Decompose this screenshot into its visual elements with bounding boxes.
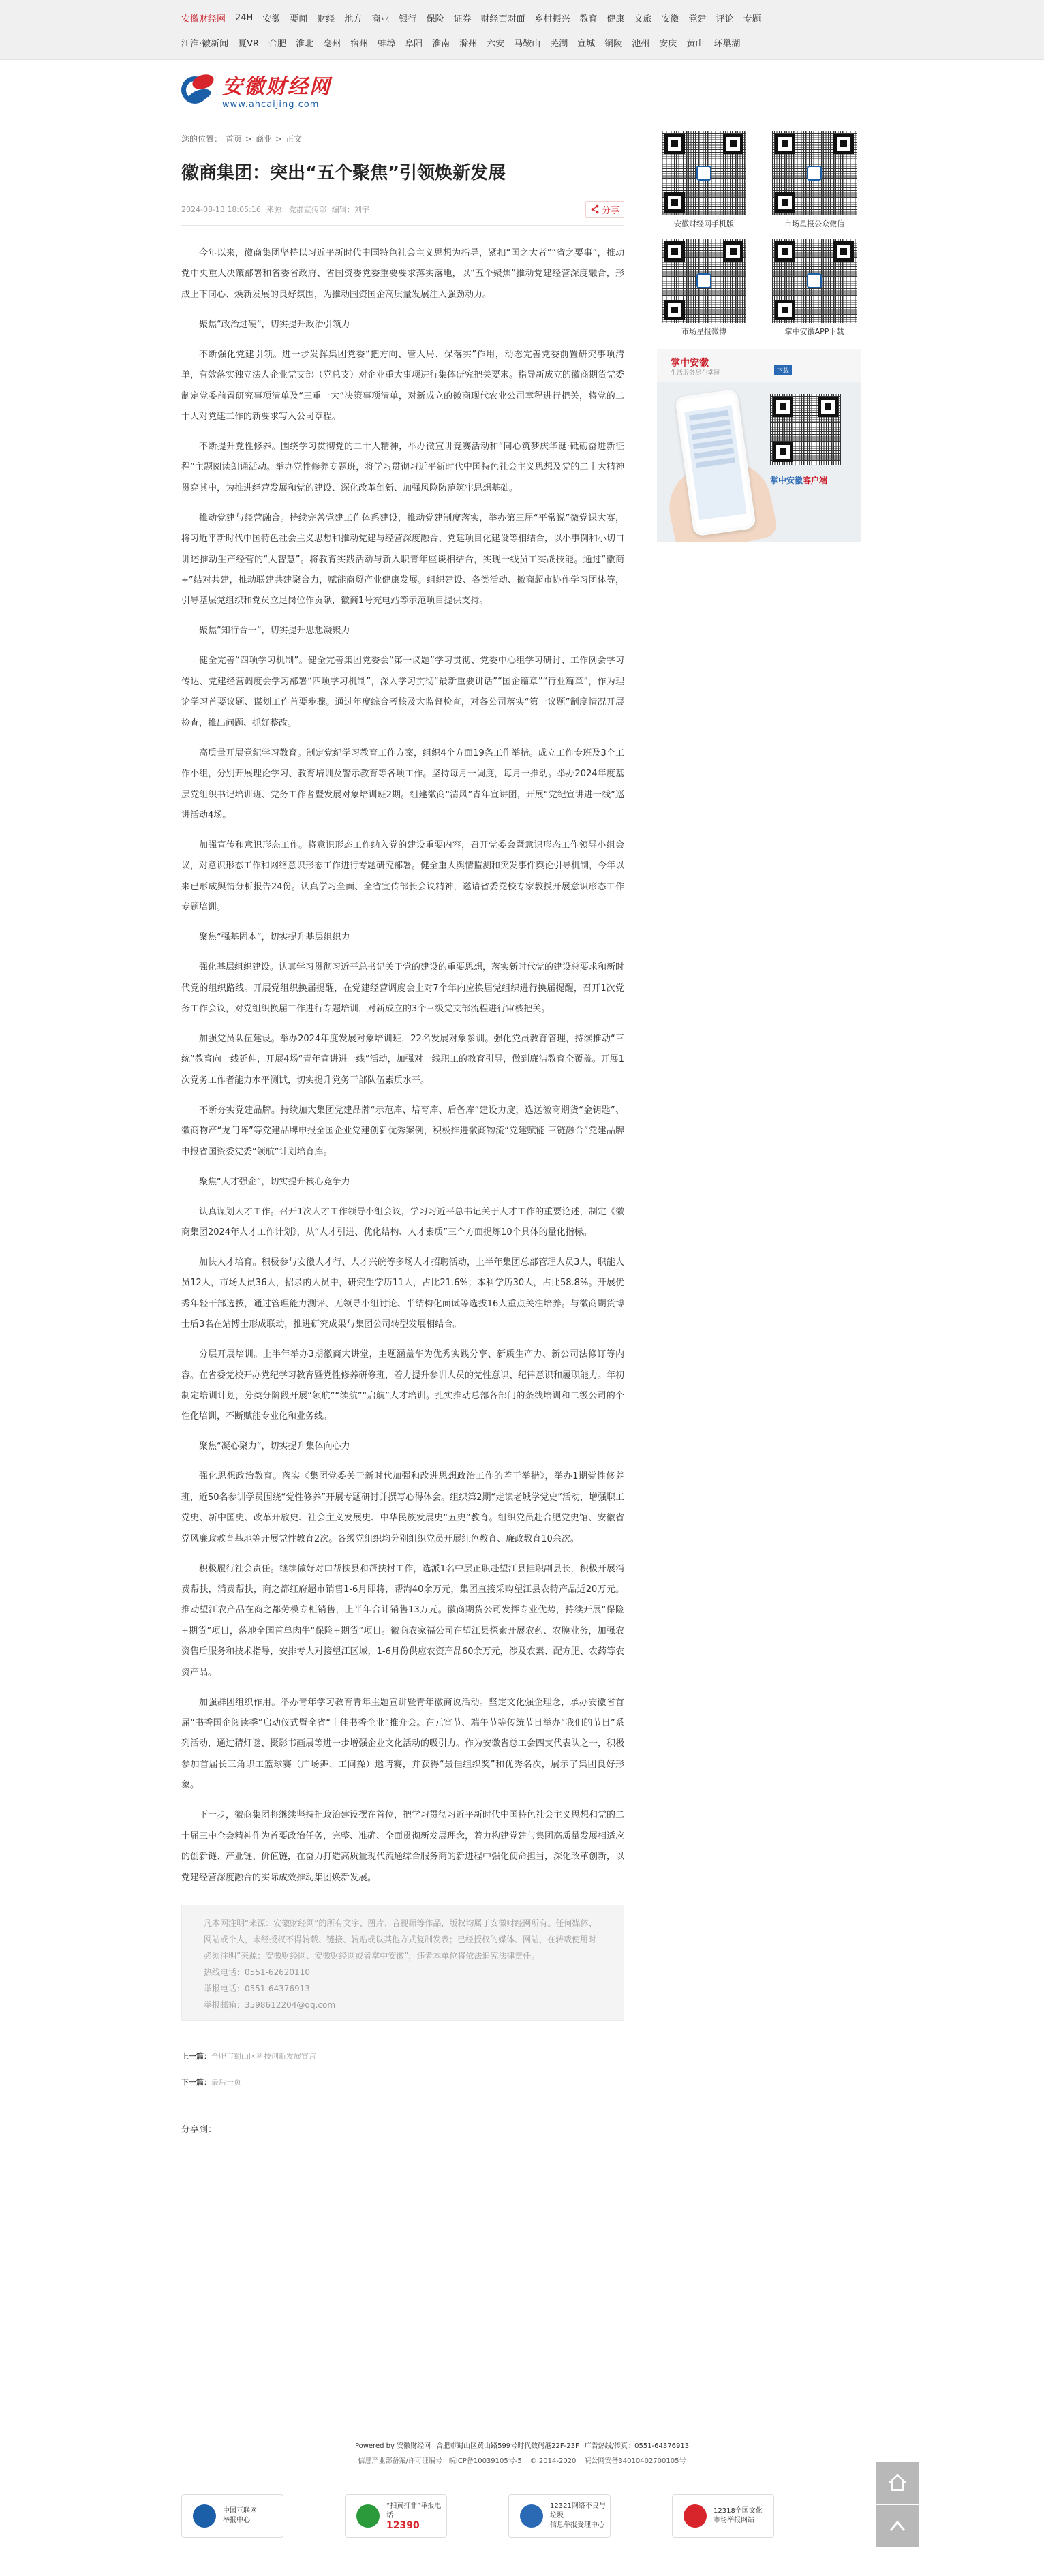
logo-text: 安徽财经网 bbox=[222, 75, 331, 99]
badge-icon bbox=[193, 2504, 216, 2528]
nav-item[interactable]: 地方 bbox=[344, 14, 363, 25]
nav-region-item[interactable]: 阜阳 bbox=[405, 38, 423, 49]
arrow-up-icon bbox=[887, 2515, 908, 2537]
qr-code-grid bbox=[657, 131, 861, 337]
badge-title: 12321网络不良与垃圾 bbox=[550, 2502, 606, 2519]
breadcrumb-sep: > bbox=[245, 134, 253, 144]
nav-row-primary bbox=[181, 5, 863, 30]
badge-sub: 信息举报受理中心 bbox=[550, 2521, 604, 2529]
nav-item[interactable]: 财经 bbox=[317, 14, 335, 25]
badge-number: 12390 bbox=[386, 2520, 420, 2531]
badge-icon bbox=[684, 2504, 707, 2528]
badge-icon bbox=[520, 2504, 543, 2528]
footer-text: 合肥市蜀山区黄山路599号时代数码港22F-23F bbox=[436, 2442, 579, 2450]
nav-region-item[interactable]: 亳州 bbox=[323, 38, 341, 49]
qr-code-image bbox=[662, 239, 746, 323]
nav-item[interactable]: 24H bbox=[235, 12, 254, 23]
footer-line-1 bbox=[0, 2438, 1044, 2455]
qr-code-card bbox=[657, 131, 751, 229]
nav-item[interactable]: 评论 bbox=[716, 14, 734, 25]
nav-row-regions bbox=[181, 30, 863, 55]
article-paragraph: 聚焦“强基固本”，切实提升基层组织力 bbox=[199, 932, 350, 943]
article-paragraph: 聚焦“人才强企”，切实提升核心竞争力 bbox=[199, 1176, 350, 1187]
report-badge[interactable] bbox=[672, 2494, 774, 2538]
nav-region-item[interactable]: 滁州 bbox=[459, 38, 478, 49]
qr-code-card bbox=[657, 239, 751, 337]
qr-code-card bbox=[767, 131, 861, 229]
nav-region-item[interactable]: 宿州 bbox=[350, 38, 369, 49]
footer-text: 皖公网安备34010402700105号 bbox=[584, 2457, 686, 2465]
badge-title: “扫黄打非”举报电话 bbox=[386, 2502, 442, 2519]
nav-region-item[interactable]: 安庆 bbox=[659, 38, 677, 49]
badge-sub: 市场举报网站 bbox=[713, 2517, 754, 2524]
app-qr-code bbox=[770, 394, 841, 465]
footer-line-2 bbox=[0, 2455, 1044, 2468]
nav-region-item[interactable]: 芜湖 bbox=[550, 38, 568, 49]
share-to-label: 分享到： bbox=[181, 2124, 217, 2135]
nav-item[interactable]: 教育 bbox=[579, 14, 598, 25]
article-paragraph: 积极履行社会责任。继续做好对口帮扶县和帮扶村工作，选派1名中层正职赴望江县挂职副县长，积极开展消费帮扶，消费帮扶，商之都红府超市销售1-6月即将，帮淘40余万元，集团直接采购望江县农特产品近20万元。推动望江农产品在商之都劳模专柜销售，上半年合计销售13万元。徽商期货公司发挥专业优势，持续开展“保险+期货”项目，落地全国首单肉牛“保险+期货”项目。徽商农家福公司在望江县探索开展农药、农膜业务，加强农资售后服务和技术指导，安排专人对接望江区域，1-6月份供应农资产品60余万元，涉及农素、配方肥、农药等农资产品。 bbox=[181, 1563, 624, 1678]
footer-text: Powered by 安徽财经网 bbox=[354, 2442, 431, 2450]
qr-code-image bbox=[772, 131, 857, 215]
report-badge[interactable] bbox=[345, 2494, 447, 2538]
nav-region-item[interactable]: 宣城 bbox=[577, 38, 596, 49]
qr-caption: 市场星报公众微信 bbox=[784, 219, 844, 228]
site-header bbox=[0, 60, 1044, 125]
app-download-banner[interactable] bbox=[657, 349, 861, 542]
copyright-disclaimer bbox=[181, 1905, 624, 2021]
article-paragraph: 加快人才培育。积极参与安徽人才行、人才兴皖等多场人才招聘活动，上半年集团总部管理人员3人，职能人员12人，市场人员36人，招录的人员中，研究生学历11人，占比21.6%；本科学历30人，占比58.8%。开展优秀年轻干部选拔，通过管理能力测评、无领导小组讨论、半结构化面试等选拔16人重点关注培养。与徽商期货博士后3名在站博士形成联动，推进研究成果与集团公司转型发展相结合。 bbox=[181, 1257, 624, 1330]
footer-text: © 2014-2020 bbox=[529, 2457, 577, 2465]
nav-item[interactable]: 银行 bbox=[399, 14, 417, 25]
app-download-tag: 下载 bbox=[774, 365, 792, 375]
article-paragraph: 加强党员队伍建设。举办2024年度发展对象培训班，22名发展对象参训。强化党员教育管理，持续推动“三统”教育向一线延伸，开展4场“青年宣讲进一线”活动，加强对一线职工的教育引导，做到廉洁教育全覆盖。开展1次党务工作者能力水平测试，切实提升党务干部队伍素质水平。 bbox=[181, 1033, 624, 1086]
nav-item[interactable]: 证券 bbox=[453, 14, 472, 25]
article-paragraph: 今年以来，徽商集团坚持以习近平新时代中国特色社会主义思想为指导，紧扣“国之大者”“省之要事”，推动党中央重大决策部署和省委省政府、省国资委党委重要要求落实落地，以“五个聚焦”推动党建经营深度融合，形成上下同心、焕新发展的良好氛围，为推动国资国企高质量发展注入强劲动力。 bbox=[181, 248, 624, 300]
article-body bbox=[181, 243, 624, 1888]
footer-text: 广告热线/传真：0551-64376913 bbox=[584, 2442, 690, 2450]
article-paragraph: 强化基层组织建设。认真学习贯彻习近平总书记关于党的建设的重要思想，落实新时代党的建设总要求和新时代党的组织路线。开展党组织换届提醒，在党建经营调度会上对7个年内应换届党组织进行换届提醒，召开1次党务工作会议，对党组织换届工作进行专题培训，对新成立的3个三级党支部流程进行审核把关。 bbox=[181, 962, 625, 1014]
site-logo[interactable] bbox=[180, 70, 331, 110]
article-paragraph: 下一步，徽商集团将继续坚持把政治建设摆在首位，把学习贯彻习近平新时代中国特色社会主义思想和党的二十届三中全会精神作为首要政治任务，完整、准确、全面贯彻新发展理念，着力构建党建与集团高质量发展相适应的创新链、产业链、价值链，在奋力打造高质量现代流通综合服务商的新进程中强化使命担当，深化改革创新，以党建经营深度融合的实际成效推动集团焕新发展。 bbox=[181, 1810, 625, 1883]
article-paragraph: 推动党建与经营融合。持续完善党建工作体系建设，推动党建制度落实，举办第三届“平常说”微党课大赛，将习近平新时代中国特色社会主义思想和推动党建与经营深度融合、党建项目化建设等相结合，以小事例和小切口讲述推动生产经营的“大智慧”。将教育实践活动与新入职青年座谈相结合，实现一线员工实战技能。通过“徽商+”结对共建，推动联建共建聚合力，赋能商贸产业健康发展。组织建设、各类活动、徽商超市协作学习团体等，引导基层党组织和党员立足岗位作贡献，徽商1号充电站等示范项目提供支持。 bbox=[181, 512, 625, 607]
nav-region-item[interactable]: 淮北 bbox=[296, 38, 314, 49]
nav-region-item[interactable]: 合肥 bbox=[268, 38, 287, 49]
article-paragraph: 加强群团组织作用。举办青年学习教育青年主题宣讲暨青年徽商说活动。坚定文化强企理念，承办安徽省首届“书香国企阅读季”启动仪式暨全省“十佳书香企业”推介会。在元宵节、端午节等传统节日举办“我们的节日”系列活动，通过猜灯谜、摄影书画展等进一步增强企业文化活动的吸引力。作为安徽省总工会四支代表队之一，积极参加首届长三角职工篮球赛（广场舞、工间操）邀请赛，并获得“最佳组织奖”和优秀名次，展示了集团良好形象。 bbox=[181, 1697, 625, 1791]
nav-region-item[interactable]: 马鞍山 bbox=[514, 38, 541, 49]
article-source: 来源：党群宣传部 bbox=[266, 205, 326, 214]
contact-phone: 热线电话：0551-62620110 bbox=[204, 1967, 310, 1977]
disclaimer-text: 凡本网注明“来源：安徽财经网”的所有文字、图片、音视频等作品，版权均属于安徽财经网所有。任何媒体、网站或个人，未经授权不得转载、链接、转贴或以其他方式复制发表；已经授权的媒体、网站，在转载使用时必须注明“来源：安徽财经网、安徽财经网或者掌中安徽”，违者本单位将依法追究法律责任。 bbox=[204, 1918, 597, 1961]
article-paragraph: 不断夯实党建品牌。持续加大集团党建品牌“示范库、培育库、后备库”建设力度，选送徽商期货“金钥匙”、徽商物产“龙门阵”等党建品牌申报全国企业党建创新优秀案例，积极推进徽商物流“党建赋能 三链融合”党建品牌申报省国资委党委“领航”计划培育库。 bbox=[181, 1105, 624, 1157]
nav-item[interactable]: 安徽 bbox=[661, 14, 679, 25]
article-paragraph: 认真谋划人才工作。召开1次人才工作领导小组会议，学习习近平总书记关于人才工作的重要论述，制定《徽商集团2024年人才工作计划》，从“人才引进、优化结构、人才素质”三个方面提炼10个具体的量化指标。 bbox=[181, 1206, 624, 1238]
article-editor: 编辑：刘宇 bbox=[331, 205, 369, 214]
sidebar bbox=[657, 131, 861, 542]
footer-badges bbox=[181, 2494, 774, 2538]
breadcrumb-prefix: 您的位置： bbox=[181, 134, 223, 144]
qr-caption: 掌中安徽APP下载 bbox=[784, 327, 844, 336]
top-nav-bar bbox=[0, 0, 1044, 60]
nav-region-item[interactable]: 江淮·徽新闻 bbox=[181, 38, 229, 49]
share-icon bbox=[590, 204, 600, 214]
nav-region-item[interactable]: 环巢湖 bbox=[713, 38, 741, 49]
article-title: 徽商集团：突出“五个聚焦”引领焕新发展 bbox=[181, 163, 506, 183]
next-article-link[interactable]: 最后一页 bbox=[211, 2077, 241, 2087]
badge-sub: 举报中心 bbox=[223, 2517, 250, 2524]
report-badge[interactable] bbox=[508, 2494, 611, 2538]
site-footer bbox=[0, 2438, 1044, 2468]
nav-item[interactable]: 乡村振兴 bbox=[534, 14, 570, 25]
article-date: 2024-08-13 18:05:16 bbox=[181, 205, 261, 214]
qr-caption: 安徽财经网手机版 bbox=[674, 219, 734, 228]
prev-article-link[interactable]: 合肥市蜀山区科技创新发展宣言 bbox=[211, 2051, 316, 2061]
breadcrumb-current: 正文 bbox=[286, 134, 303, 144]
article-paragraph: 高质量开展党纪学习教育。制定党纪学习教育工作方案，组织4个方面19条工作举措。成立工作专班及3个工作小组，分别开展理论学习、教育培训及警示教育等各项工作。坚持每月一调度，每月一推动。举办2024年度基层党组织书记培训班、党务工作者暨发展对象培训班2期。组建徽商“清风”青年宣讲团，开展“党纪宣讲进一线”巡讲活动4场。 bbox=[181, 748, 624, 821]
logo-url: www.ahcaijing.com bbox=[222, 99, 320, 110]
article-paragraph: 加强宣传和意识形态工作。将意识形态工作纳入党的建设重要内容，召开党委会暨意识形态工作领导小组会议，对意识形态工作和网络意识形态工作进行专题研究部署。健全重大舆情监测和突发事件舆论引导机制，今年以来已形成舆情分析报告24份。认真学习全面、全省宣传部长会议精神，邀请省委党校专家教授开展意识形态工作专题培训。 bbox=[181, 840, 625, 913]
nav-region-item[interactable]: 六安 bbox=[487, 38, 505, 49]
badge-title: 12318全国文化 bbox=[713, 2507, 763, 2515]
contact-email: 举报邮箱：3598612204@qq.com bbox=[204, 1999, 336, 2010]
next-label: 下一篇： bbox=[181, 2077, 211, 2087]
contact-fax: 举报电话：0551-64376913 bbox=[204, 1983, 310, 1993]
article-paragraph: 分层开展培训。上半年举办3期徽商大讲堂，主题涵盖华为优秀实践分享、新质生产力、新公司法修订等内容。在省委党校开办党纪学习教育暨党性修养研修班，着力提升参训人员的党性意识、纪律意识和履职能力。年初制定培训计划，分类分阶段开展“领航”“续航”“启航”人才培训。扎实推动总部各部门的条线培训和二级公司的个性化培训，不断赋能专业化和业务线。 bbox=[181, 1349, 625, 1422]
share-label: 分享 bbox=[601, 205, 619, 216]
breadcrumb bbox=[181, 125, 624, 153]
prev-next-nav bbox=[181, 2044, 624, 2096]
breadcrumb-sep: > bbox=[275, 134, 283, 144]
article-paragraph: 不断强化党建引领。进一步发挥集团党委“把方向、管大局、保落实”作用，动态完善党委前置研究事项清单，有效落实独立法人企业党支部（党总支）对企业重大事项进行集体研究把关要求。指导新成立的徽商期货党委制定党委前置研究事项清单及“三重一大”决策事项清单，对新成立的徽商现代农业公司章程进行把关，将党的二十大对党建工作的新要求写入公司章程。 bbox=[181, 349, 625, 423]
qr-code-image bbox=[772, 239, 857, 323]
app-slogan: 生活服务尽在掌握 bbox=[671, 370, 720, 377]
nav-region-item[interactable]: 蚌埠 bbox=[378, 38, 396, 49]
qr-code-image bbox=[662, 131, 746, 215]
qr-code-card bbox=[767, 239, 861, 337]
nav-item[interactable]: 商业 bbox=[371, 14, 390, 25]
badge-icon bbox=[356, 2504, 380, 2528]
article-paragraph: 健全完善“四项学习机制”。健全完善集团党委会“第一议题”学习贯彻、党委中心组学习研讨、工作例会学习传达、党建经营调度会学习部署“四项学习机制”，深入学习贯彻“最新重要讲话”“国企篇章”“行业篇章”，作为理论学习首要议题、谋划工作首要步骤。通过年度综合考核及大监督检查，对各公司落实“第一议题”制度情况开展检查，推出问题、抓好整改。 bbox=[181, 656, 624, 729]
article-paragraph: 聚焦“政治过硬”，切实提升政治引领力 bbox=[199, 319, 350, 330]
nav-region-item[interactable]: 池州 bbox=[632, 38, 650, 49]
prev-label: 上一篇： bbox=[181, 2051, 211, 2061]
nav-region-item[interactable]: 黄山 bbox=[686, 38, 705, 49]
article-paragraph: 聚焦“凝心聚力”，切实提升集体向心力 bbox=[199, 1441, 350, 1452]
nav-item[interactable]: 安徽 bbox=[262, 14, 281, 25]
app-label-b: 客户端 bbox=[803, 476, 828, 485]
breadcrumb-home[interactable]: 首页 bbox=[226, 134, 243, 144]
article-paragraph: 不断提升党性修养。围绕学习贯彻党的二十大精神，举办微宣讲竞赛活动和“同心筑梦庆华诞·砥砺奋进新征程”主题阅读朗诵活动。举办党性修养专题班，将学习贯彻习近平新时代中国特色社会主义思想及党的二十大精神贯穿其中，为推进经营发展和党的建设、深化改革创新、加强风险防范筑牢思想基础。 bbox=[181, 442, 624, 493]
qr-caption: 市场星报微博 bbox=[681, 327, 726, 336]
article-paragraph: 聚焦“知行合一”，切实提升思想凝聚力 bbox=[199, 626, 350, 637]
share-button[interactable] bbox=[585, 201, 624, 218]
share-bar bbox=[181, 2115, 624, 2162]
nav-item[interactable]: 财经面对面 bbox=[480, 14, 525, 25]
nav-item[interactable]: 健康 bbox=[607, 14, 625, 25]
article-meta bbox=[181, 200, 624, 218]
breadcrumb-section[interactable]: 商业 bbox=[256, 134, 273, 144]
nav-item[interactable]: 专题 bbox=[743, 14, 761, 25]
home-icon bbox=[887, 2472, 908, 2494]
nav-item[interactable]: 保险 bbox=[426, 14, 444, 25]
nav-region-item[interactable]: 铜陵 bbox=[604, 38, 623, 49]
footer-text: 信息产业部备案/许可证编号：皖ICP备10039105号-5 bbox=[358, 2457, 522, 2465]
main-column bbox=[181, 125, 624, 2162]
nav-item[interactable]: 党建 bbox=[688, 14, 707, 25]
nav-item[interactable]: 要闻 bbox=[290, 14, 308, 25]
app-client-label bbox=[770, 474, 827, 486]
nav-item[interactable]: 安徽财经网 bbox=[181, 14, 226, 25]
nav-region-item[interactable]: 夏VR bbox=[238, 38, 260, 49]
article-paragraph: 强化思想政治教育。落实《集团党委关于新时代加强和改进思想政治工作的若干举措》，举办1期党性修养班，近50名参训学员围绕“党性修养”开展专题研讨并撰写心得体会。组织第2期“走读老城学党史”活动，增强职工党史、新中国史、改革开放史、社会主义发展史、中华民族发展史“五史”教育。组织党员赴合肥党史馆、安徽省党风廉政教育基地等开展党性教育2次。各级党组织均分别组织党员开展红色教育、廉政教育10余次。 bbox=[181, 1471, 624, 1544]
badge-title: 中国互联网 bbox=[223, 2507, 257, 2515]
app-brand: 掌中安徽 bbox=[671, 358, 709, 369]
back-to-top-button[interactable] bbox=[876, 2505, 919, 2547]
app-label-a: 掌中安徽 bbox=[770, 476, 803, 485]
report-badge[interactable] bbox=[181, 2494, 283, 2538]
nav-item[interactable]: 文旅 bbox=[634, 14, 652, 25]
logo-mark bbox=[180, 72, 218, 108]
nav-region-item[interactable]: 淮南 bbox=[432, 38, 450, 49]
